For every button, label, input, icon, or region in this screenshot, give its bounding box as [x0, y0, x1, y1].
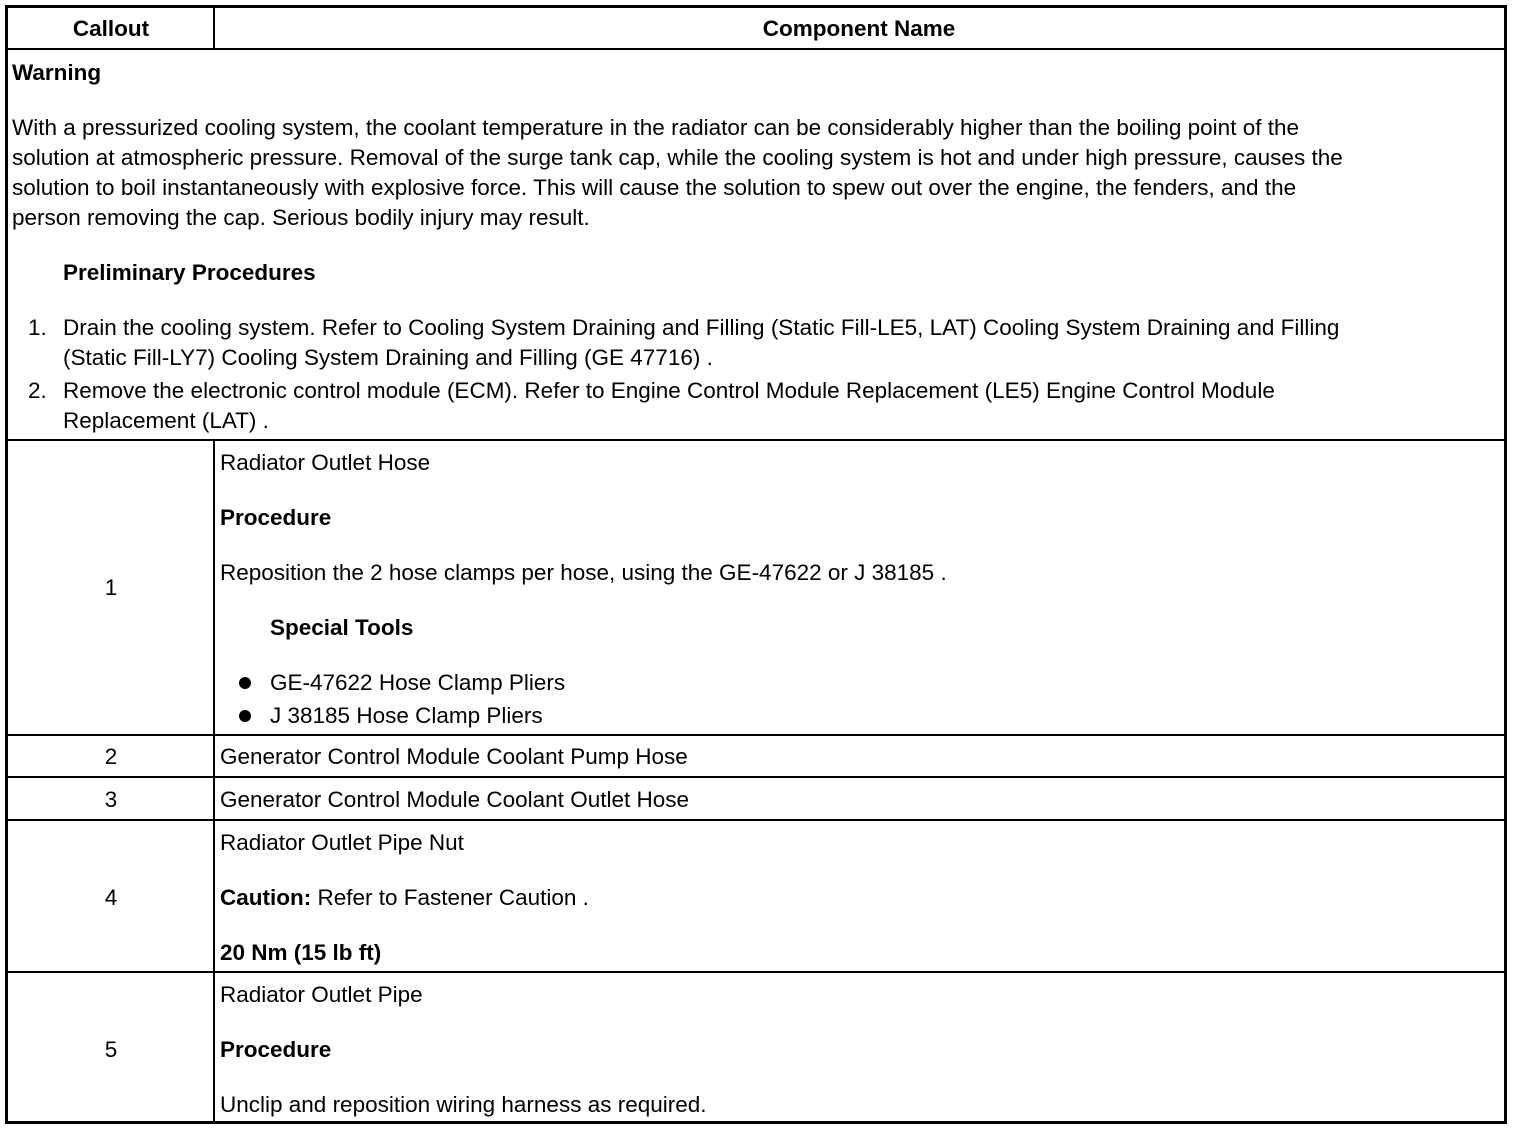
- callout-number: 5: [104, 1037, 118, 1062]
- warning-title: Warning: [12, 60, 102, 85]
- row-divider: [8, 734, 1504, 736]
- callout-number: 1: [104, 575, 118, 600]
- component-name: Radiator Outlet Pipe: [220, 982, 423, 1007]
- tool-item: J 38185 Hose Clamp Pliers: [270, 703, 543, 728]
- step-number: 1.: [28, 315, 47, 340]
- callout-number: 4: [104, 885, 118, 910]
- step-line: Drain the cooling system. Refer to Cooling System Draining and Filling (Static Fill-LE5, LAT) Cooling System Draining and Filling: [63, 315, 1340, 340]
- header-callout: Callout: [72, 16, 150, 41]
- procedure-label: Procedure: [220, 1037, 332, 1062]
- preliminary-title: Preliminary Procedures: [63, 260, 316, 285]
- step-line: Replacement (LAT) .: [63, 408, 269, 433]
- warning-line: With a pressurized cooling system, the coolant temperature in the radiator can be considerably higher than the boiling point of the: [12, 115, 1299, 140]
- column-divider: [213, 8, 215, 48]
- procedure-text: Unclip and reposition wiring harness as required.: [220, 1092, 707, 1117]
- procedure-label: Procedure: [220, 505, 332, 530]
- column-divider: [213, 439, 215, 1121]
- header-divider: [8, 48, 1504, 50]
- bullet-icon: [239, 710, 251, 722]
- caution-label: Caution:: [220, 885, 312, 910]
- procedure-text: Reposition the 2 hose clamps per hose, using the GE-47622 or J 38185 .: [220, 560, 947, 585]
- torque-value: 20 Nm (15 lb ft): [220, 940, 382, 965]
- component-name: Radiator Outlet Hose: [220, 450, 431, 475]
- callout-number: 2: [104, 744, 118, 769]
- row-divider: [8, 439, 1504, 441]
- bullet-icon: [239, 677, 251, 689]
- component-table: [5, 5, 1507, 1124]
- caution-line: [220, 883, 589, 913]
- special-tools-title: Special Tools: [270, 615, 414, 640]
- component-name: Generator Control Module Coolant Pump Hose: [220, 744, 688, 769]
- warning-line: person removing the cap. Serious bodily injury may result.: [12, 205, 590, 230]
- caution-text: Refer to Fastener Caution .: [311, 885, 589, 910]
- step-line: (Static Fill-LY7) Cooling System Draining and Filling (GE 47716) .: [63, 345, 713, 370]
- header-component-name: Component Name: [762, 16, 956, 41]
- tool-item: GE-47622 Hose Clamp Pliers: [270, 670, 566, 695]
- step-line: Remove the electronic control module (ECM). Refer to Engine Control Module Replacement (LE5) Engine Control Module: [63, 378, 1275, 403]
- row-divider: [8, 819, 1504, 821]
- warning-line: solution to boil instantaneously with explosive force. This will cause the solution to spew out over the engine, the fenders, and the: [12, 175, 1297, 200]
- component-name: Radiator Outlet Pipe Nut: [220, 830, 464, 855]
- row-divider: [8, 776, 1504, 778]
- component-name: Generator Control Module Coolant Outlet Hose: [220, 787, 689, 812]
- warning-line: solution at atmospheric pressure. Removal of the surge tank cap, while the cooling system is hot and under high pressure, causes the: [12, 145, 1343, 170]
- callout-number: 3: [104, 787, 118, 812]
- step-number: 2.: [28, 378, 47, 403]
- row-divider: [8, 971, 1504, 973]
